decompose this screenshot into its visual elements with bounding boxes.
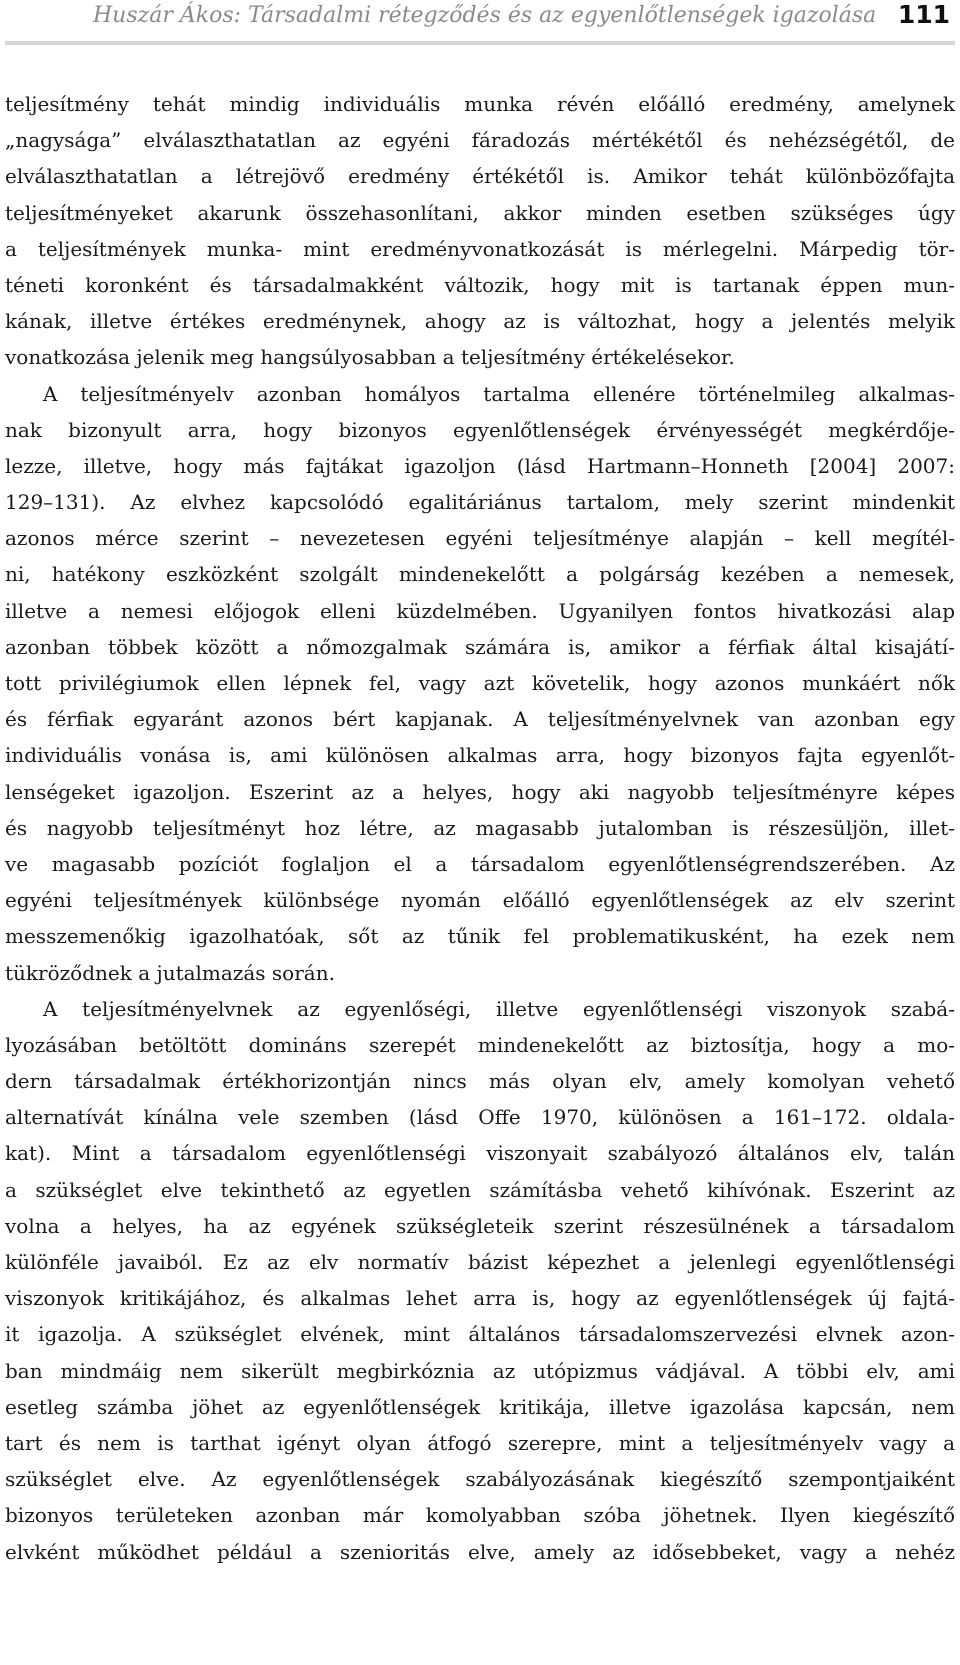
text-line: a teljesítmények munka- mint eredményvonatkozását is mérlegelni. Márpedig tör- [5,236,955,261]
text-line: tart és nem is tarthat igényt olyan átfogó szerepre, mint a teljesítményelv vagy a [5,1430,955,1455]
text-line: dern társadalmak értékhorizontján nincs más olyan elv, amely komolyan vehető [5,1069,955,1094]
text-line: teljesítményeket akarunk összehasonlítani, akkor minden esetben szükséges úgy [5,200,955,225]
text-line: a szükséglet elve tekinthető az egyetlen számításba vehető kihívónak. Eszerint az [5,1177,955,1202]
text-line: bizonyos területeken azonban már komolyabban szóba jöhetnek. Ilyen kiegészítő [5,1503,955,1528]
text-line: és férfiak egyaránt azonos bért kapjanak. A teljesítményelvnek van azonban egy [5,707,955,732]
text-line: illetve a nemesi előjogok elleni küzdelmében. Ugyanilyen fontos hivatkozási alap [5,598,955,623]
text-line: ni, hatékony eszközként szolgált mindenekelőtt a polgárság kezében a nemesek, [5,562,955,587]
running-title: Huszár Ákos: Társadalmi rétegződés és az egyenlőtlenségek igazolása [93,3,877,28]
text-line: egyéni teljesítmények különbsége nyomán előálló egyenlőtlenségek az elv szerint [5,888,955,913]
text-line: messzemenőkig igazolhatóak, sőt az tűnik fel problematikusként, ha ezek nem [5,924,955,949]
body-text [5,86,955,1570]
text-line: tott privilégiumok ellen lépnek fel, vagy azt követelik, hogy azonos munkáért nők [5,671,955,695]
text-line: „nagysága” elválaszthatatlan az egyéni fáradozás mértékétől és nehézségétől, de [5,128,955,153]
text-line: különféle javaiból. Ez az elv normatív bázist képezhet a jelenlegi egyenlőtlenségi [5,1250,955,1274]
text-line: ban mindmáig nem sikerült megbirkóznia az utópizmus vádjával. A többi elv, ami [5,1358,955,1383]
text-line: volna a helyes, ha az egyének szükségleteik szerint részesülnének a társadalom [5,1213,955,1238]
text-line: és nagyobb teljesítményt hoz létre, az magasabb jutalomban is részesüljön, illet- [5,815,955,840]
paragraph [5,991,955,1570]
text-line: ve magasabb pozíciót foglaljon el a társadalom egyenlőtlenségrendszerében. Az [5,851,955,876]
text-line: viszonyok kritikájához, és alkalmas lehet arra is, hogy az egyenlőtlenségek új fajtá- [5,1286,955,1311]
text-line: kat). Mint a társadalom egyenlőtlenségi viszonyait szabályozó általános elv, talán [5,1141,955,1166]
text-line: individuális vonása is, ami különösen alkalmas arra, hogy bizonyos fajta egyenlőt- [5,743,955,768]
text-line: lyozásában betöltött domináns szerepét mindenekelőtt az biztosítja, hogy a mo- [5,1032,955,1057]
text-line: elválaszthatatlan a létrejövő eredmény értékétől is. Amikor tehát különbözőfajta [5,164,955,189]
running-header [0,0,960,48]
text-line: lenségeket igazoljon. Eszerint az a helyes, hogy aki nagyobb teljesítményre képes [5,779,955,804]
page-number: 111 [897,0,950,29]
text-line: A teljesítményelvnek az egyenlőségi, illetve egyenlőtlenségi viszonyok szabá- [43,996,955,1021]
text-line: it igazolja. A szükséglet elvének, mint általános társadalomszervezési elvnek azon- [5,1322,955,1347]
text-line: vonatkozása jelenik meg hangsúlyosabban a teljesítmény értékelésekor. [5,345,735,370]
text-line: lezze, illetve, hogy más fajtákat igazoljon (lásd Hartmann–Honneth [2004] 2007: [5,453,955,478]
text-line: tükröződnek a jutalmazás során. [5,960,335,985]
text-line: kának, illetve értékes eredménynek, ahogy az is változhat, hogy a jelentés melyik [5,309,955,334]
paragraph [5,86,955,376]
text-line: téneti koronként és társadalmakként változik, hogy mit is tartanak éppen mun- [5,272,955,297]
text-line: A teljesítményelv azonban homályos tartalma ellenére történelmileg alkalmas- [43,381,955,406]
header-divider [5,41,955,45]
text-line: azonos mérce szerint – nevezetesen egyéni teljesítménye alapján – kell megítél- [5,526,955,551]
text-line: 129–131). Az elvhez kapcsolódó egalitáriánus tartalom, mely szerint mindenkit [5,490,955,515]
text-line: elvként működhet például a szenioritás elve, amely az idősebbeket, vagy a nehéz [5,1539,955,1564]
text-line: azonban többek között a nőmozgalmak számára is, amikor a férfiak által kisajátí- [5,634,955,659]
text-line: szükséglet elve. Az egyenlőtlenségek szabályozásának kiegészítő szempontjaiként [5,1467,955,1492]
text-line: teljesítmény tehát mindig individuális munka révén előálló eredmény, amelynek [5,92,955,116]
paragraph [5,376,955,991]
text-line: esetleg számba jöhet az egyenlőtlenségek kritikája, illetve igazolása kapcsán, nem [5,1394,955,1419]
text-line: alternatívát kínálna vele szemben (lásd Offe 1970, különösen a 161–172. oldala- [5,1105,955,1130]
text-line: nak bizonyult arra, hogy bizonyos egyenlőtlenségek érvényességét megkérdője- [5,417,955,442]
